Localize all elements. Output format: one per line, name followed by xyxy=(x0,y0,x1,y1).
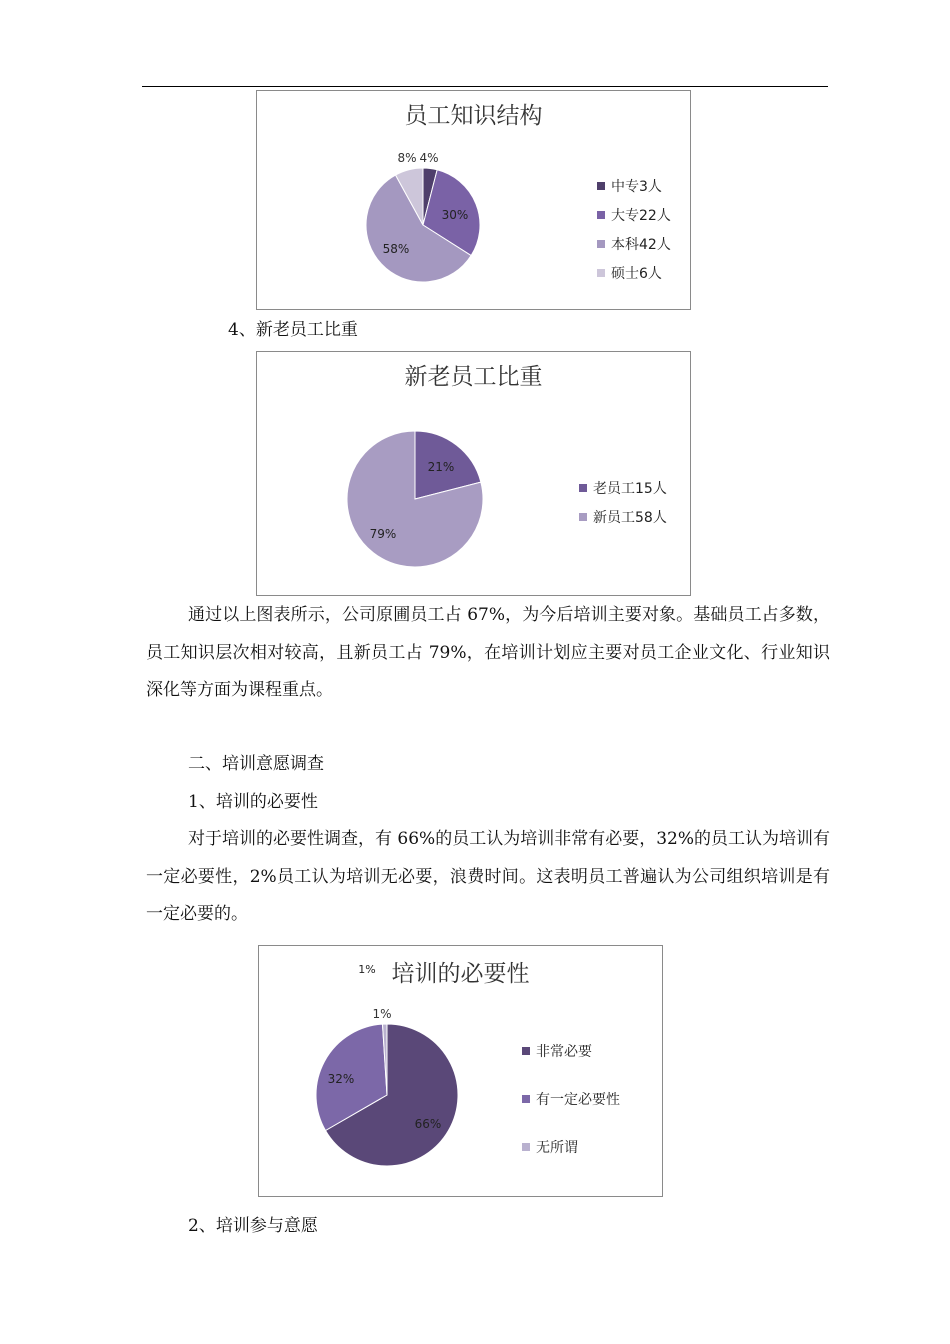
legend-label: 新员工58人 xyxy=(593,509,667,526)
necessity-paragraph: 对于培训的必要性调查，有 66%的员工认为培训非常有必要，32%的员工认为培训有一定必要性，2%员工认为培训无必要，浪费时间。这表明员工普遍认为公司组织培训是有一定必要的。 xyxy=(146,829,830,924)
legend-label: 本科42人 xyxy=(611,236,671,253)
legend-swatch xyxy=(597,182,605,190)
chart-title: 员工知识结构 xyxy=(404,103,543,129)
legend-item xyxy=(597,171,671,200)
heading-participation: 2、培训参与意愿 xyxy=(188,1216,318,1236)
tenure-chart xyxy=(256,351,691,596)
data-label: 4% xyxy=(419,151,439,165)
data-label: 58% xyxy=(382,242,410,256)
legend-swatch xyxy=(522,1047,530,1055)
chart-title: 培训的必要性 xyxy=(391,961,530,987)
legend-label: 大专22人 xyxy=(611,207,671,224)
legend-label: 有一定必要性 xyxy=(536,1092,620,1108)
data-label: 21% xyxy=(427,460,455,474)
legend-item xyxy=(522,1027,620,1075)
legend-swatch xyxy=(579,484,587,492)
legend-swatch xyxy=(597,211,605,219)
legend-item xyxy=(579,473,667,502)
chart-legend xyxy=(522,1027,620,1171)
legend-item xyxy=(579,502,667,531)
data-label: 66% xyxy=(414,1117,442,1131)
section-heading: 二、培训意愿调查 xyxy=(188,754,324,774)
legend-label: 中专3人 xyxy=(611,178,662,195)
legend-label: 非常必要 xyxy=(536,1044,592,1060)
knowledge-structure-chart xyxy=(256,90,691,310)
chart-title: 新老员工比重 xyxy=(404,364,543,390)
legend-item xyxy=(597,200,671,229)
summary-paragraph: 通过以上图表所示，公司原圃员工占 67%，为今后培训主要对象。基础员工占多数，员工知识层次相对较高，且新员工占 79%，在培训计划应主要对员工企业文化、行业知识深化等方面为课程重点。 xyxy=(146,605,830,700)
data-label: 8% xyxy=(397,151,417,165)
data-label: 79% xyxy=(369,527,397,541)
legend-item xyxy=(597,229,671,258)
legend-item xyxy=(522,1123,620,1171)
legend-swatch xyxy=(597,269,605,277)
data-label: 30% xyxy=(441,208,469,222)
heading-necessity: 1、培训的必要性 xyxy=(188,792,318,812)
legend-item xyxy=(597,258,671,287)
legend-label: 无所谓 xyxy=(536,1140,578,1156)
stray-label: 1% xyxy=(358,963,376,976)
data-label: 32% xyxy=(327,1072,355,1086)
chart-legend xyxy=(597,171,671,287)
legend-swatch xyxy=(579,513,587,521)
legend-item xyxy=(522,1075,620,1123)
heading-tenure: 4、新老员工比重 xyxy=(228,320,358,340)
legend-swatch xyxy=(522,1143,530,1151)
legend-swatch xyxy=(522,1095,530,1103)
data-label: 1% xyxy=(372,1007,392,1021)
chart-legend xyxy=(579,473,667,531)
legend-label: 老员工15人 xyxy=(593,480,667,497)
legend-swatch xyxy=(597,240,605,248)
legend-label: 硕士6人 xyxy=(611,265,662,282)
header-rule xyxy=(142,86,828,87)
necessity-chart xyxy=(258,945,663,1197)
